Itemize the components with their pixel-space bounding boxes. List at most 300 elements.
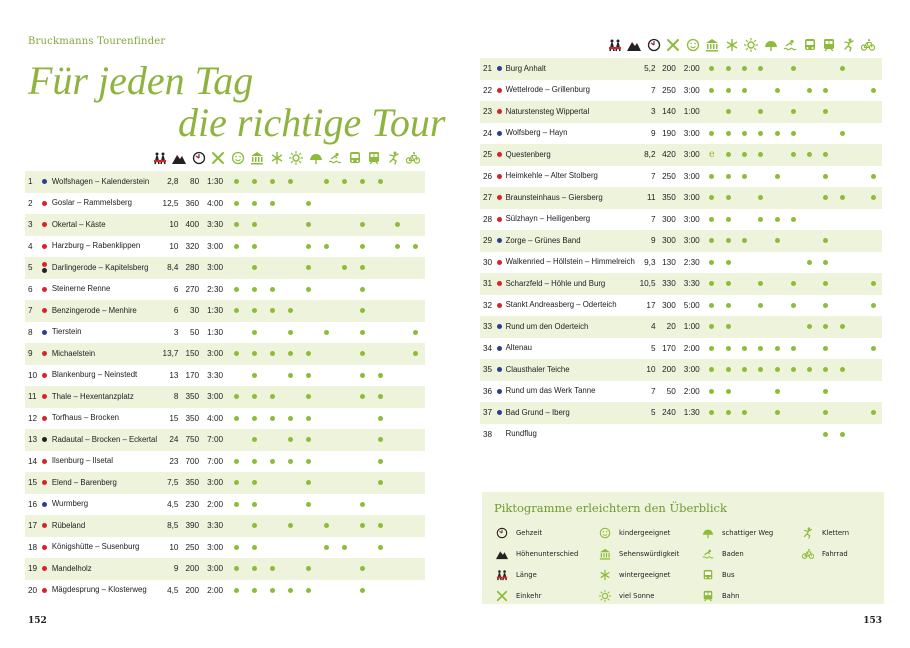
feature-cell bbox=[704, 144, 720, 166]
tour-name: Heimkehle – Alter Stolberg bbox=[505, 171, 598, 180]
feature-cell bbox=[317, 322, 335, 344]
feature-mark bbox=[288, 437, 293, 442]
feature-mark bbox=[378, 437, 383, 442]
legend-item bbox=[597, 543, 679, 564]
feature-mark bbox=[360, 566, 365, 571]
feature-mark bbox=[791, 152, 796, 157]
feature-mark bbox=[306, 244, 311, 249]
feature-mark bbox=[709, 367, 714, 372]
tour-number: 35 bbox=[483, 365, 493, 375]
laenge-icon bbox=[494, 568, 510, 582]
legend-label: Gehzeit bbox=[516, 528, 543, 537]
legend-column bbox=[800, 522, 849, 564]
difficulty-marker bbox=[497, 252, 506, 274]
feature-cell bbox=[299, 537, 317, 559]
difficulty-marker bbox=[42, 236, 51, 258]
tour-duration: 1:00 bbox=[683, 322, 700, 332]
feature-cell bbox=[802, 144, 818, 166]
feature-mark bbox=[234, 416, 239, 421]
feature-cell bbox=[353, 580, 371, 602]
feature-mark bbox=[775, 346, 780, 351]
tour-duration: 3:00 bbox=[207, 542, 224, 552]
tour-duration: 2:00 bbox=[207, 499, 224, 509]
feature-cell bbox=[850, 424, 865, 446]
difficulty-dot bbox=[42, 351, 47, 356]
einkehr-icon bbox=[494, 589, 510, 603]
tour-row[interactable] bbox=[480, 295, 882, 317]
feature-cell bbox=[753, 316, 769, 338]
tour-duration: 3:00 bbox=[207, 349, 224, 359]
feature-mark bbox=[252, 308, 257, 313]
tour-row[interactable] bbox=[480, 209, 882, 231]
tour-row[interactable] bbox=[25, 214, 425, 236]
tour-duration: 2:00 bbox=[683, 64, 700, 74]
tour-row[interactable] bbox=[25, 386, 425, 408]
feature-cell bbox=[246, 429, 264, 451]
tour-name: Wettelrode – Grillenburg bbox=[505, 85, 590, 94]
tour-row[interactable] bbox=[480, 359, 882, 381]
feature-cell bbox=[802, 381, 818, 403]
tour-number: 10 bbox=[28, 370, 38, 380]
tour-row[interactable] bbox=[25, 343, 425, 365]
tour-number: 2 bbox=[28, 198, 33, 208]
bahn-icon bbox=[700, 589, 716, 603]
feature-cell bbox=[353, 257, 371, 279]
feature-cell bbox=[720, 359, 736, 381]
feature-cell bbox=[281, 408, 299, 430]
tour-row[interactable] bbox=[480, 80, 882, 102]
feature-cell bbox=[353, 343, 371, 365]
tour-number: 13 bbox=[28, 435, 38, 445]
feature-cell bbox=[335, 365, 353, 387]
tour-altitude: 150 bbox=[185, 349, 200, 359]
feature-cell bbox=[769, 316, 785, 338]
feature-mark bbox=[758, 131, 763, 136]
fahrrad-icon bbox=[859, 37, 879, 53]
tour-row[interactable] bbox=[25, 580, 425, 602]
tour-name: Walkenried – Höllstein – Himmelreich bbox=[505, 257, 635, 266]
difficulty-marker bbox=[42, 451, 51, 473]
feature-cell bbox=[335, 494, 353, 516]
feature-cell bbox=[407, 515, 425, 537]
feature-mark bbox=[871, 303, 876, 308]
tour-length: 15 bbox=[169, 413, 179, 423]
feature-cell bbox=[389, 236, 407, 258]
difficulty-dot bbox=[497, 346, 502, 351]
feature-cell bbox=[769, 58, 785, 80]
feature-mark bbox=[791, 281, 796, 286]
tour-row[interactable] bbox=[480, 58, 882, 80]
feature-cell bbox=[299, 279, 317, 301]
tour-length bbox=[635, 424, 660, 446]
pictogram-header-right bbox=[605, 37, 878, 53]
difficulty-marker bbox=[42, 386, 51, 408]
tour-duration: 3:00 bbox=[683, 193, 700, 203]
difficulty-dot bbox=[497, 389, 502, 394]
feature-cell bbox=[246, 257, 264, 279]
tour-number: 28 bbox=[483, 214, 493, 224]
feature-cell bbox=[299, 558, 317, 580]
feature-mark bbox=[234, 308, 239, 313]
feature-mark bbox=[871, 88, 876, 93]
tour-row[interactable] bbox=[25, 365, 425, 387]
feature-cell bbox=[281, 537, 299, 559]
feature-mark bbox=[270, 416, 275, 421]
feature-cell bbox=[335, 472, 353, 494]
feature-mark bbox=[709, 131, 714, 136]
feature-cell bbox=[834, 424, 850, 446]
tour-row[interactable] bbox=[480, 101, 882, 123]
tour-row[interactable] bbox=[25, 537, 425, 559]
tour-duration: 4:00 bbox=[207, 198, 224, 208]
feature-cell bbox=[720, 273, 736, 295]
difficulty-marker bbox=[42, 279, 51, 301]
difficulty-marker bbox=[42, 558, 51, 580]
feature-cell bbox=[736, 402, 752, 424]
feature-cell bbox=[769, 123, 785, 145]
feature-mark bbox=[840, 195, 845, 200]
difficulty-dot bbox=[42, 287, 47, 292]
feature-cell bbox=[720, 209, 736, 231]
feature-cell bbox=[353, 322, 371, 344]
tour-length: 6 bbox=[173, 284, 179, 294]
feature-cell bbox=[704, 187, 720, 209]
feature-cell bbox=[389, 558, 407, 580]
difficulty-dot bbox=[42, 459, 47, 464]
feature-cell bbox=[317, 193, 335, 215]
title-line-1: Für jeden Tag bbox=[28, 58, 254, 103]
feature-cell bbox=[228, 580, 246, 602]
tour-name: Bad Grund – Iberg bbox=[505, 407, 570, 417]
feature-cell bbox=[389, 257, 407, 279]
bahn-icon bbox=[365, 150, 385, 166]
tour-row[interactable] bbox=[480, 338, 882, 360]
tour-row[interactable] bbox=[25, 193, 425, 215]
sehenswuerdigkeit-icon bbox=[248, 150, 268, 166]
difficulty-marker bbox=[497, 58, 506, 80]
tour-row[interactable] bbox=[480, 187, 882, 209]
tour-row[interactable] bbox=[25, 515, 425, 537]
feature-cell bbox=[753, 209, 769, 231]
tour-name: Mägdesprung – Klosterweg bbox=[51, 585, 147, 594]
feature-cell bbox=[818, 252, 834, 274]
feature-mark bbox=[234, 394, 239, 399]
tour-altitude: 270 bbox=[185, 284, 200, 294]
tour-row[interactable] bbox=[25, 558, 425, 580]
feature-cell bbox=[353, 451, 371, 473]
difficulty-marker bbox=[497, 273, 506, 295]
tour-row[interactable] bbox=[25, 257, 425, 279]
difficulty-marker bbox=[42, 429, 51, 451]
feature-cell bbox=[407, 343, 425, 365]
tour-row[interactable] bbox=[480, 424, 882, 446]
tour-name: Scharzfeld – Höhle und Burg bbox=[505, 278, 606, 288]
baden-icon bbox=[700, 547, 716, 561]
feature-cell bbox=[281, 451, 299, 473]
feature-cell bbox=[785, 58, 801, 80]
tour-row[interactable] bbox=[480, 381, 882, 403]
tour-length: 9 bbox=[650, 236, 656, 246]
feature-cell bbox=[317, 257, 335, 279]
feature-cell bbox=[299, 193, 317, 215]
feature-mark bbox=[270, 566, 275, 571]
feature-cell bbox=[785, 80, 801, 102]
feature-cell bbox=[317, 451, 335, 473]
feature-mark bbox=[252, 566, 257, 571]
feature-mark bbox=[823, 389, 828, 394]
tour-row[interactable] bbox=[25, 472, 425, 494]
tour-altitude: 30 bbox=[190, 306, 200, 316]
feature-mark bbox=[413, 244, 418, 249]
feature-mark bbox=[807, 152, 812, 157]
feature-cell bbox=[704, 402, 720, 424]
tour-row[interactable] bbox=[25, 429, 425, 451]
feature-mark bbox=[840, 66, 845, 71]
feature-cell bbox=[850, 166, 865, 188]
tour-name: Burg Anhalt bbox=[505, 63, 546, 73]
tour-duration: 4:00 bbox=[207, 413, 224, 423]
difficulty-marker bbox=[497, 166, 506, 188]
tour-length: 4,5 bbox=[167, 585, 179, 595]
feature-cell bbox=[850, 252, 865, 274]
feature-cell bbox=[407, 279, 425, 301]
feature-cell bbox=[407, 171, 425, 193]
feature-cell bbox=[228, 279, 246, 301]
feature-cell bbox=[353, 408, 371, 430]
bus-icon bbox=[700, 568, 716, 582]
feature-mark bbox=[324, 330, 329, 335]
feature-mark bbox=[378, 459, 383, 464]
tour-name: Steinerne Renne bbox=[51, 284, 111, 293]
feature-cell bbox=[317, 214, 335, 236]
tour-number: 18 bbox=[28, 542, 38, 552]
tour-row[interactable] bbox=[25, 494, 425, 516]
tour-altitude: 300 bbox=[662, 214, 676, 224]
feature-mark bbox=[252, 201, 257, 206]
feature-mark bbox=[823, 238, 828, 243]
tour-duration: 3:00 bbox=[207, 478, 224, 488]
difficulty-dot bbox=[42, 416, 47, 421]
feature-cell bbox=[389, 214, 407, 236]
legend-label: wintergeeignet bbox=[619, 570, 671, 579]
tour-row[interactable] bbox=[25, 408, 425, 430]
tour-number: 8 bbox=[28, 327, 33, 337]
difficulty-dot bbox=[42, 545, 47, 550]
feature-mark bbox=[413, 351, 418, 356]
feature-mark bbox=[234, 459, 239, 464]
feature-cell bbox=[371, 257, 389, 279]
legend-label: Baden bbox=[722, 549, 744, 558]
feature-cell bbox=[335, 279, 353, 301]
tour-row[interactable] bbox=[25, 171, 425, 193]
tour-number: 26 bbox=[483, 171, 493, 181]
feature-cell bbox=[371, 494, 389, 516]
tour-row[interactable] bbox=[480, 252, 882, 274]
feature-mark bbox=[252, 222, 257, 227]
tour-row[interactable] bbox=[480, 144, 882, 166]
tour-row[interactable] bbox=[480, 123, 882, 145]
feature-mark bbox=[252, 330, 257, 335]
feature-mark-e: e bbox=[708, 149, 715, 161]
feature-cell bbox=[753, 402, 769, 424]
tour-number: 25 bbox=[483, 150, 493, 160]
feature-cell bbox=[299, 494, 317, 516]
feature-cell bbox=[818, 424, 834, 446]
feature-cell bbox=[769, 230, 785, 252]
feature-cell bbox=[299, 343, 317, 365]
feature-cell bbox=[720, 402, 736, 424]
feature-cell bbox=[834, 123, 850, 145]
tour-duration: 3:00 bbox=[683, 128, 700, 138]
feature-mark bbox=[378, 394, 383, 399]
tour-altitude: 20 bbox=[666, 322, 676, 332]
hoehenunterschied-icon bbox=[170, 150, 190, 166]
tour-row[interactable] bbox=[480, 273, 882, 295]
difficulty-dot bbox=[42, 394, 47, 399]
feature-cell bbox=[736, 316, 752, 338]
feature-mark bbox=[306, 566, 311, 571]
feature-mark bbox=[823, 303, 828, 308]
feature-cell bbox=[866, 144, 882, 166]
feature-mark bbox=[871, 410, 876, 415]
feature-mark bbox=[823, 432, 828, 437]
tour-row[interactable] bbox=[25, 451, 425, 473]
tour-altitude: 200 bbox=[662, 64, 676, 74]
feature-cell bbox=[720, 295, 736, 317]
feature-cell bbox=[353, 300, 371, 322]
wintergeeignet-icon bbox=[597, 568, 613, 582]
feature-cell bbox=[407, 193, 425, 215]
feature-mark bbox=[288, 416, 293, 421]
feature-mark bbox=[709, 346, 714, 351]
feature-cell bbox=[371, 386, 389, 408]
gehzeit-icon bbox=[189, 150, 209, 166]
feature-cell bbox=[704, 338, 720, 360]
difficulty-marker bbox=[42, 408, 51, 430]
feature-mark bbox=[360, 308, 365, 313]
feature-mark bbox=[726, 238, 731, 243]
feature-cell bbox=[389, 494, 407, 516]
tour-name: Goslar – Rammelsberg bbox=[51, 198, 132, 207]
difficulty-marker bbox=[497, 187, 506, 209]
feature-cell bbox=[407, 214, 425, 236]
feature-cell bbox=[736, 144, 752, 166]
feature-cell bbox=[335, 257, 353, 279]
feature-mark bbox=[758, 303, 763, 308]
feature-mark bbox=[288, 308, 293, 313]
feature-cell bbox=[834, 144, 850, 166]
feature-cell bbox=[785, 252, 801, 274]
feature-cell bbox=[335, 236, 353, 258]
tour-name: Rund um das Werk Tanne bbox=[505, 386, 596, 395]
feature-mark bbox=[306, 502, 311, 507]
feature-cell bbox=[246, 580, 264, 602]
tour-number: 30 bbox=[483, 257, 493, 267]
feature-cell bbox=[850, 381, 865, 403]
feature-cell bbox=[317, 515, 335, 537]
tour-name: Michaelstein bbox=[51, 348, 96, 358]
feature-mark bbox=[234, 566, 239, 571]
schattiger-weg-icon bbox=[761, 37, 781, 53]
tour-duration: 2:00 bbox=[683, 386, 700, 396]
feature-cell bbox=[866, 381, 882, 403]
difficulty-dot bbox=[497, 367, 502, 372]
feature-cell bbox=[299, 515, 317, 537]
tour-row[interactable] bbox=[25, 279, 425, 301]
tour-name: Zorge – Grünes Band bbox=[505, 235, 581, 245]
feature-cell bbox=[720, 338, 736, 360]
feature-mark bbox=[726, 410, 731, 415]
tour-altitude: 320 bbox=[185, 241, 200, 251]
feature-cell bbox=[753, 424, 769, 446]
feature-cell bbox=[389, 408, 407, 430]
tour-row[interactable] bbox=[480, 230, 882, 252]
tour-name: Blankenburg – Neinstedt bbox=[51, 370, 138, 379]
feature-cell bbox=[371, 300, 389, 322]
tour-altitude: 300 bbox=[662, 300, 676, 310]
tour-row[interactable] bbox=[480, 402, 882, 424]
feature-mark bbox=[726, 66, 731, 71]
feature-mark bbox=[791, 131, 796, 136]
tour-name: Ilsenburg – Ilsetal bbox=[51, 456, 113, 465]
tour-duration bbox=[679, 424, 704, 446]
tour-duration: 2:00 bbox=[683, 343, 700, 353]
feature-cell bbox=[228, 322, 246, 344]
feature-cell bbox=[834, 402, 850, 424]
feature-mark bbox=[360, 523, 365, 528]
feature-cell bbox=[299, 386, 317, 408]
feature-cell bbox=[389, 343, 407, 365]
feature-cell bbox=[246, 537, 264, 559]
feature-cell bbox=[736, 209, 752, 231]
tour-row[interactable] bbox=[480, 316, 882, 338]
feature-cell bbox=[353, 365, 371, 387]
feature-cell bbox=[335, 386, 353, 408]
legend-label: Länge bbox=[516, 570, 537, 579]
feature-mark bbox=[791, 346, 796, 351]
tour-number: 1 bbox=[28, 177, 33, 187]
tour-row[interactable] bbox=[25, 300, 425, 322]
feature-mark bbox=[709, 174, 714, 179]
feature-cell bbox=[263, 451, 281, 473]
tour-row[interactable] bbox=[25, 236, 425, 258]
difficulty-dot bbox=[497, 238, 502, 243]
feature-mark bbox=[726, 109, 731, 114]
hoehenunterschied-icon bbox=[625, 37, 645, 53]
feature-mark bbox=[726, 131, 731, 136]
tour-duration: 3:30 bbox=[207, 521, 224, 531]
feature-cell bbox=[263, 214, 281, 236]
feature-cell bbox=[753, 230, 769, 252]
tour-row[interactable] bbox=[25, 322, 425, 344]
feature-cell bbox=[704, 230, 720, 252]
feature-mark bbox=[270, 459, 275, 464]
wintergeeignet-icon bbox=[267, 150, 287, 166]
feature-mark bbox=[252, 588, 257, 593]
feature-cell bbox=[335, 580, 353, 602]
feature-cell bbox=[769, 273, 785, 295]
tour-duration: 3:00 bbox=[683, 171, 700, 181]
feature-cell bbox=[353, 515, 371, 537]
feature-cell bbox=[866, 230, 882, 252]
tour-altitude: 200 bbox=[185, 564, 200, 574]
difficulty-dot bbox=[42, 566, 47, 571]
tour-row[interactable] bbox=[480, 166, 882, 188]
difficulty-marker bbox=[42, 322, 51, 344]
feature-cell bbox=[281, 386, 299, 408]
feature-mark bbox=[234, 201, 239, 206]
difficulty-dot bbox=[497, 260, 502, 265]
